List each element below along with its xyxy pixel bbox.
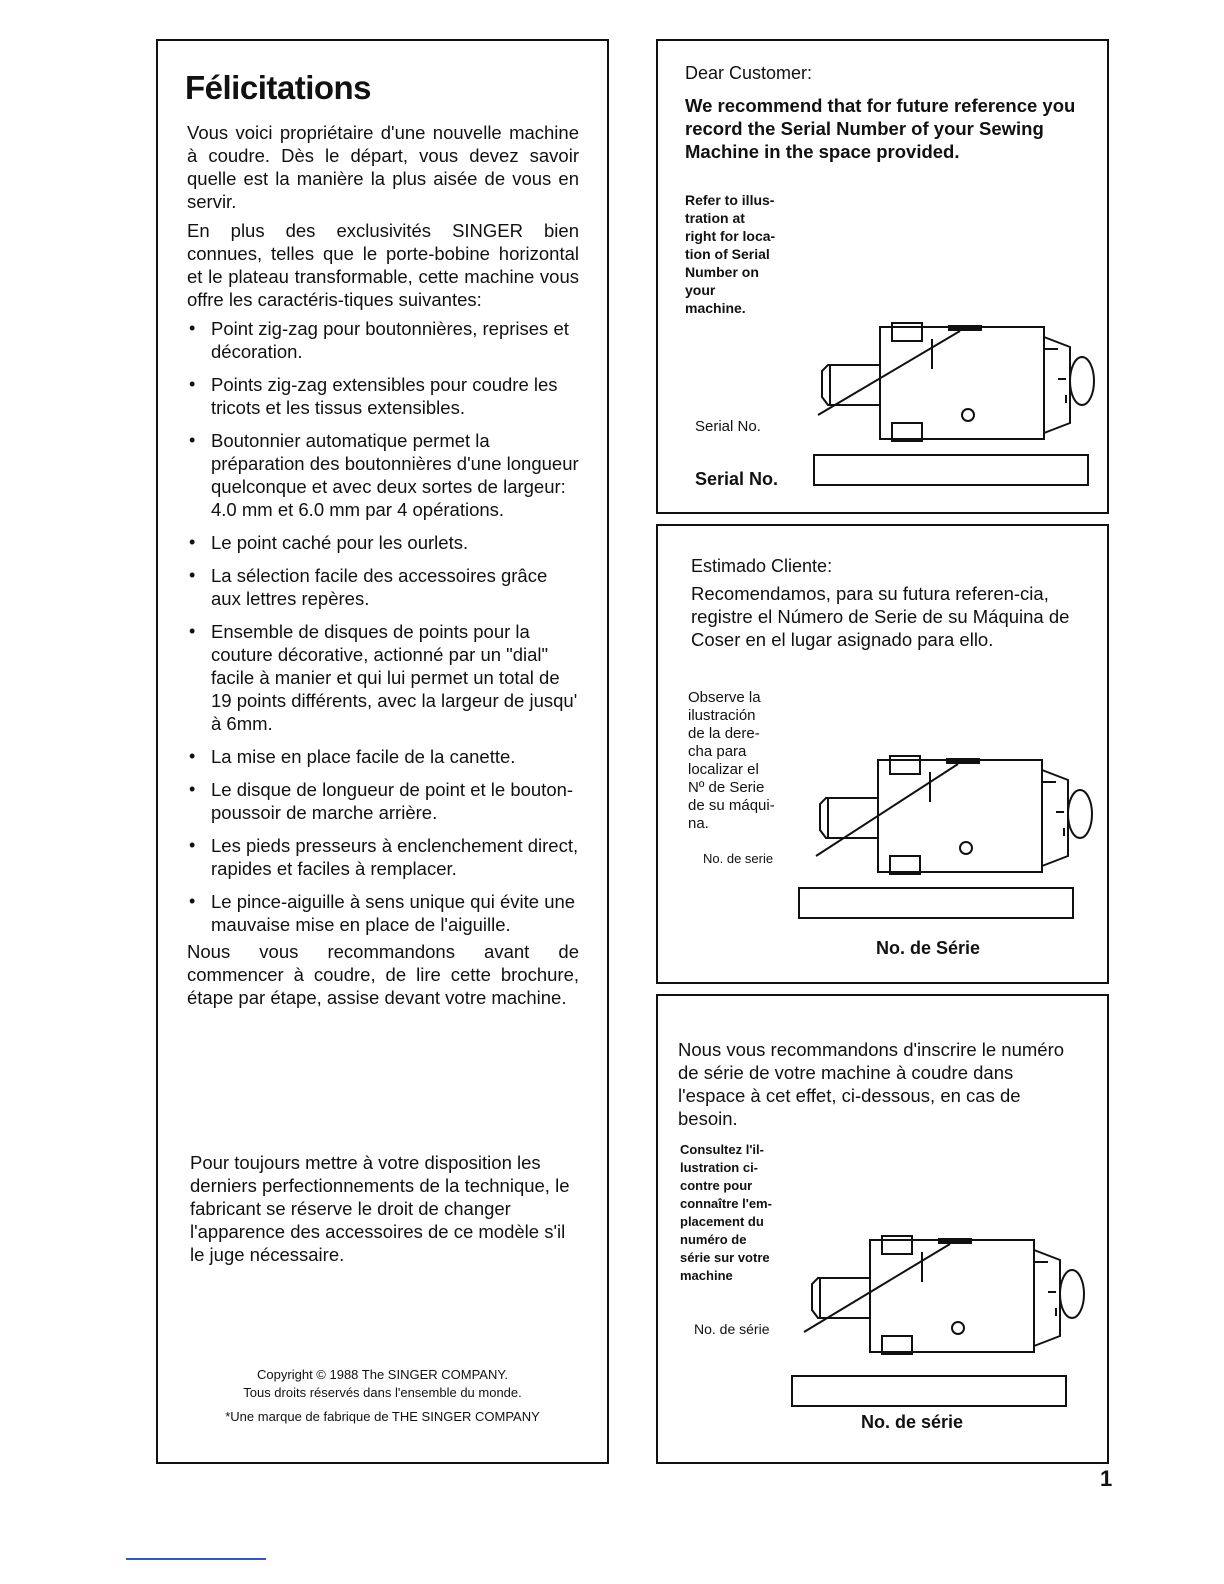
refer-line: tion of Serial bbox=[685, 246, 770, 262]
serial-callout-label: No. de serie bbox=[703, 851, 774, 866]
copyright-line: Copyright © 1988 The SINGER COMPANY. bbox=[257, 1367, 508, 1382]
greeting: Dear Customer: bbox=[685, 63, 813, 83]
page-title: Félicitations bbox=[185, 69, 372, 106]
greeting: Estimado Cliente: bbox=[691, 556, 833, 576]
serial-number-field[interactable] bbox=[813, 454, 1089, 486]
sewing-machine-illustration bbox=[806, 752, 1096, 882]
refer-line: your bbox=[685, 282, 716, 298]
refer-text bbox=[680, 1141, 772, 1285]
refer-line: tration at bbox=[685, 210, 745, 226]
feature-item: • Point zig-zag pour boutonnières, reprises et décoration. bbox=[187, 317, 579, 363]
feature-item: • Les pieds presseurs à enclenchement direct, rapides et faciles à remplacer. bbox=[187, 834, 579, 880]
recommendation-text: Recomendamos, para su futura referen-cia, registre el Número de Serie de su Máquina de Coser en el lugar asignado para ello. bbox=[691, 583, 1070, 650]
intro-section bbox=[187, 121, 579, 1009]
felicitations-panel bbox=[156, 39, 609, 1464]
refer-line: lustration ci- bbox=[680, 1160, 759, 1175]
refer-line: Number on bbox=[685, 264, 759, 280]
serial-number-label: No. de Série bbox=[876, 938, 981, 958]
intro-paragraph-1: Vous voici propriétaire d'une nouvelle machine à coudre. Dès le départ, vous devez savoir quelle est la manière la plus aisée de vous en servir. bbox=[187, 122, 579, 212]
french-serial-panel bbox=[656, 994, 1109, 1464]
feature-item: • Boutonnier automatique permet la préparation des boutonnières d'une longueur quelconque et avec deux sortes de largeur: 4.0 mm et 6.0 mm par 4 opérations. bbox=[187, 429, 579, 521]
feature-item: • Ensemble de disques de points pour la couture décorative, actionné par un "dial" facile à manier et qui lui permet un total de 19 points différents, avec la largeur de jusqu' à 6mm. bbox=[187, 620, 579, 735]
serial-number-field[interactable] bbox=[798, 887, 1074, 919]
closing-paragraph: Nous vous recommandons avant de commencer à coudre, de lire cette brochure, étape par étape, assise devant votre machine. bbox=[187, 941, 579, 1008]
serial-number-field[interactable] bbox=[791, 1375, 1067, 1407]
manufacturer-note: Pour toujours mettre à votre disposition les derniers perfectionnements de la technique, le fabricant se réserve le droit de changer l'apparence des accessoires de ce modèle s'il le juge nécessaire. bbox=[190, 1152, 570, 1265]
serial-callout-label: Serial No. bbox=[695, 418, 761, 435]
refer-line: Observe la bbox=[688, 689, 761, 706]
refer-line: machine bbox=[680, 1268, 733, 1283]
serial-number-label: No. de série bbox=[861, 1412, 964, 1432]
serial-number-label: Serial No. bbox=[695, 469, 779, 489]
refer-line: connaître l'em- bbox=[680, 1196, 772, 1211]
refer-line: contre pour bbox=[680, 1178, 753, 1193]
refer-line: placement du bbox=[680, 1214, 764, 1229]
sewing-machine-illustration bbox=[798, 1232, 1088, 1362]
refer-line: numéro de bbox=[680, 1232, 747, 1247]
footer-rule bbox=[126, 1558, 266, 1560]
recommendation-text: We recommend that for future reference you record the Serial Number of your Sewing Machine in the space provided. bbox=[685, 95, 1076, 162]
serial-callout-label: No. de série bbox=[694, 1321, 770, 1337]
feature-item: • Points zig-zag extensibles pour coudre les tricots et les tissus extensibles. bbox=[187, 373, 579, 419]
refer-line: Nº de Serie bbox=[688, 779, 765, 796]
recommendation-text: Nous vous recommandons d'inscrire le numéro de série de votre machine à coudre dans l'espace à cet effet, ci-dessous, en cas de besoin. bbox=[678, 1039, 1065, 1129]
refer-line: cha para bbox=[688, 743, 747, 760]
refer-line: de su máqui- bbox=[688, 797, 775, 814]
feature-list bbox=[187, 317, 579, 936]
spanish-serial-panel bbox=[656, 524, 1109, 984]
english-serial-panel bbox=[656, 39, 1109, 514]
rights-line: Tous droits réservés dans l'ensemble du monde. bbox=[243, 1385, 522, 1400]
feature-item: • La mise en place facile de la canette. bbox=[187, 745, 579, 768]
intro-paragraph-2: En plus des exclusivités SINGER bien connues, telles que le porte-bobine horizontal et le plateau transformable, cette machine vous offre les caractéris-tiques suivantes: bbox=[187, 220, 579, 310]
feature-item: • Le disque de longueur de point et le bouton-poussoir de marche arrière. bbox=[187, 778, 579, 824]
sewing-machine-illustration bbox=[808, 319, 1098, 449]
feature-item: • La sélection facile des accessoires grâce aux lettres repères. bbox=[187, 564, 579, 610]
feature-item: • Le pince-aiguille à sens unique qui évite une mauvaise mise en place de l'aiguille. bbox=[187, 890, 579, 936]
refer-line: série sur votre bbox=[680, 1250, 770, 1265]
refer-line: right for loca- bbox=[685, 228, 776, 244]
refer-line: na. bbox=[688, 815, 709, 832]
refer-line: ilustración bbox=[688, 707, 756, 724]
refer-line: Refer to illus- bbox=[685, 192, 775, 208]
page-number: 1 bbox=[1100, 1466, 1113, 1491]
refer-line: machine. bbox=[685, 300, 746, 316]
refer-line: Consultez l'il- bbox=[680, 1142, 764, 1157]
refer-line: de la dere- bbox=[688, 725, 760, 742]
refer-text bbox=[685, 191, 775, 317]
trademark-line: *Une marque de fabrique de THE SINGER COMPANY bbox=[225, 1409, 540, 1424]
refer-line: localizar el bbox=[688, 761, 759, 778]
refer-text bbox=[688, 689, 775, 833]
feature-item: • Le point caché pour les ourlets. bbox=[187, 531, 579, 554]
copyright-block bbox=[158, 1366, 607, 1426]
